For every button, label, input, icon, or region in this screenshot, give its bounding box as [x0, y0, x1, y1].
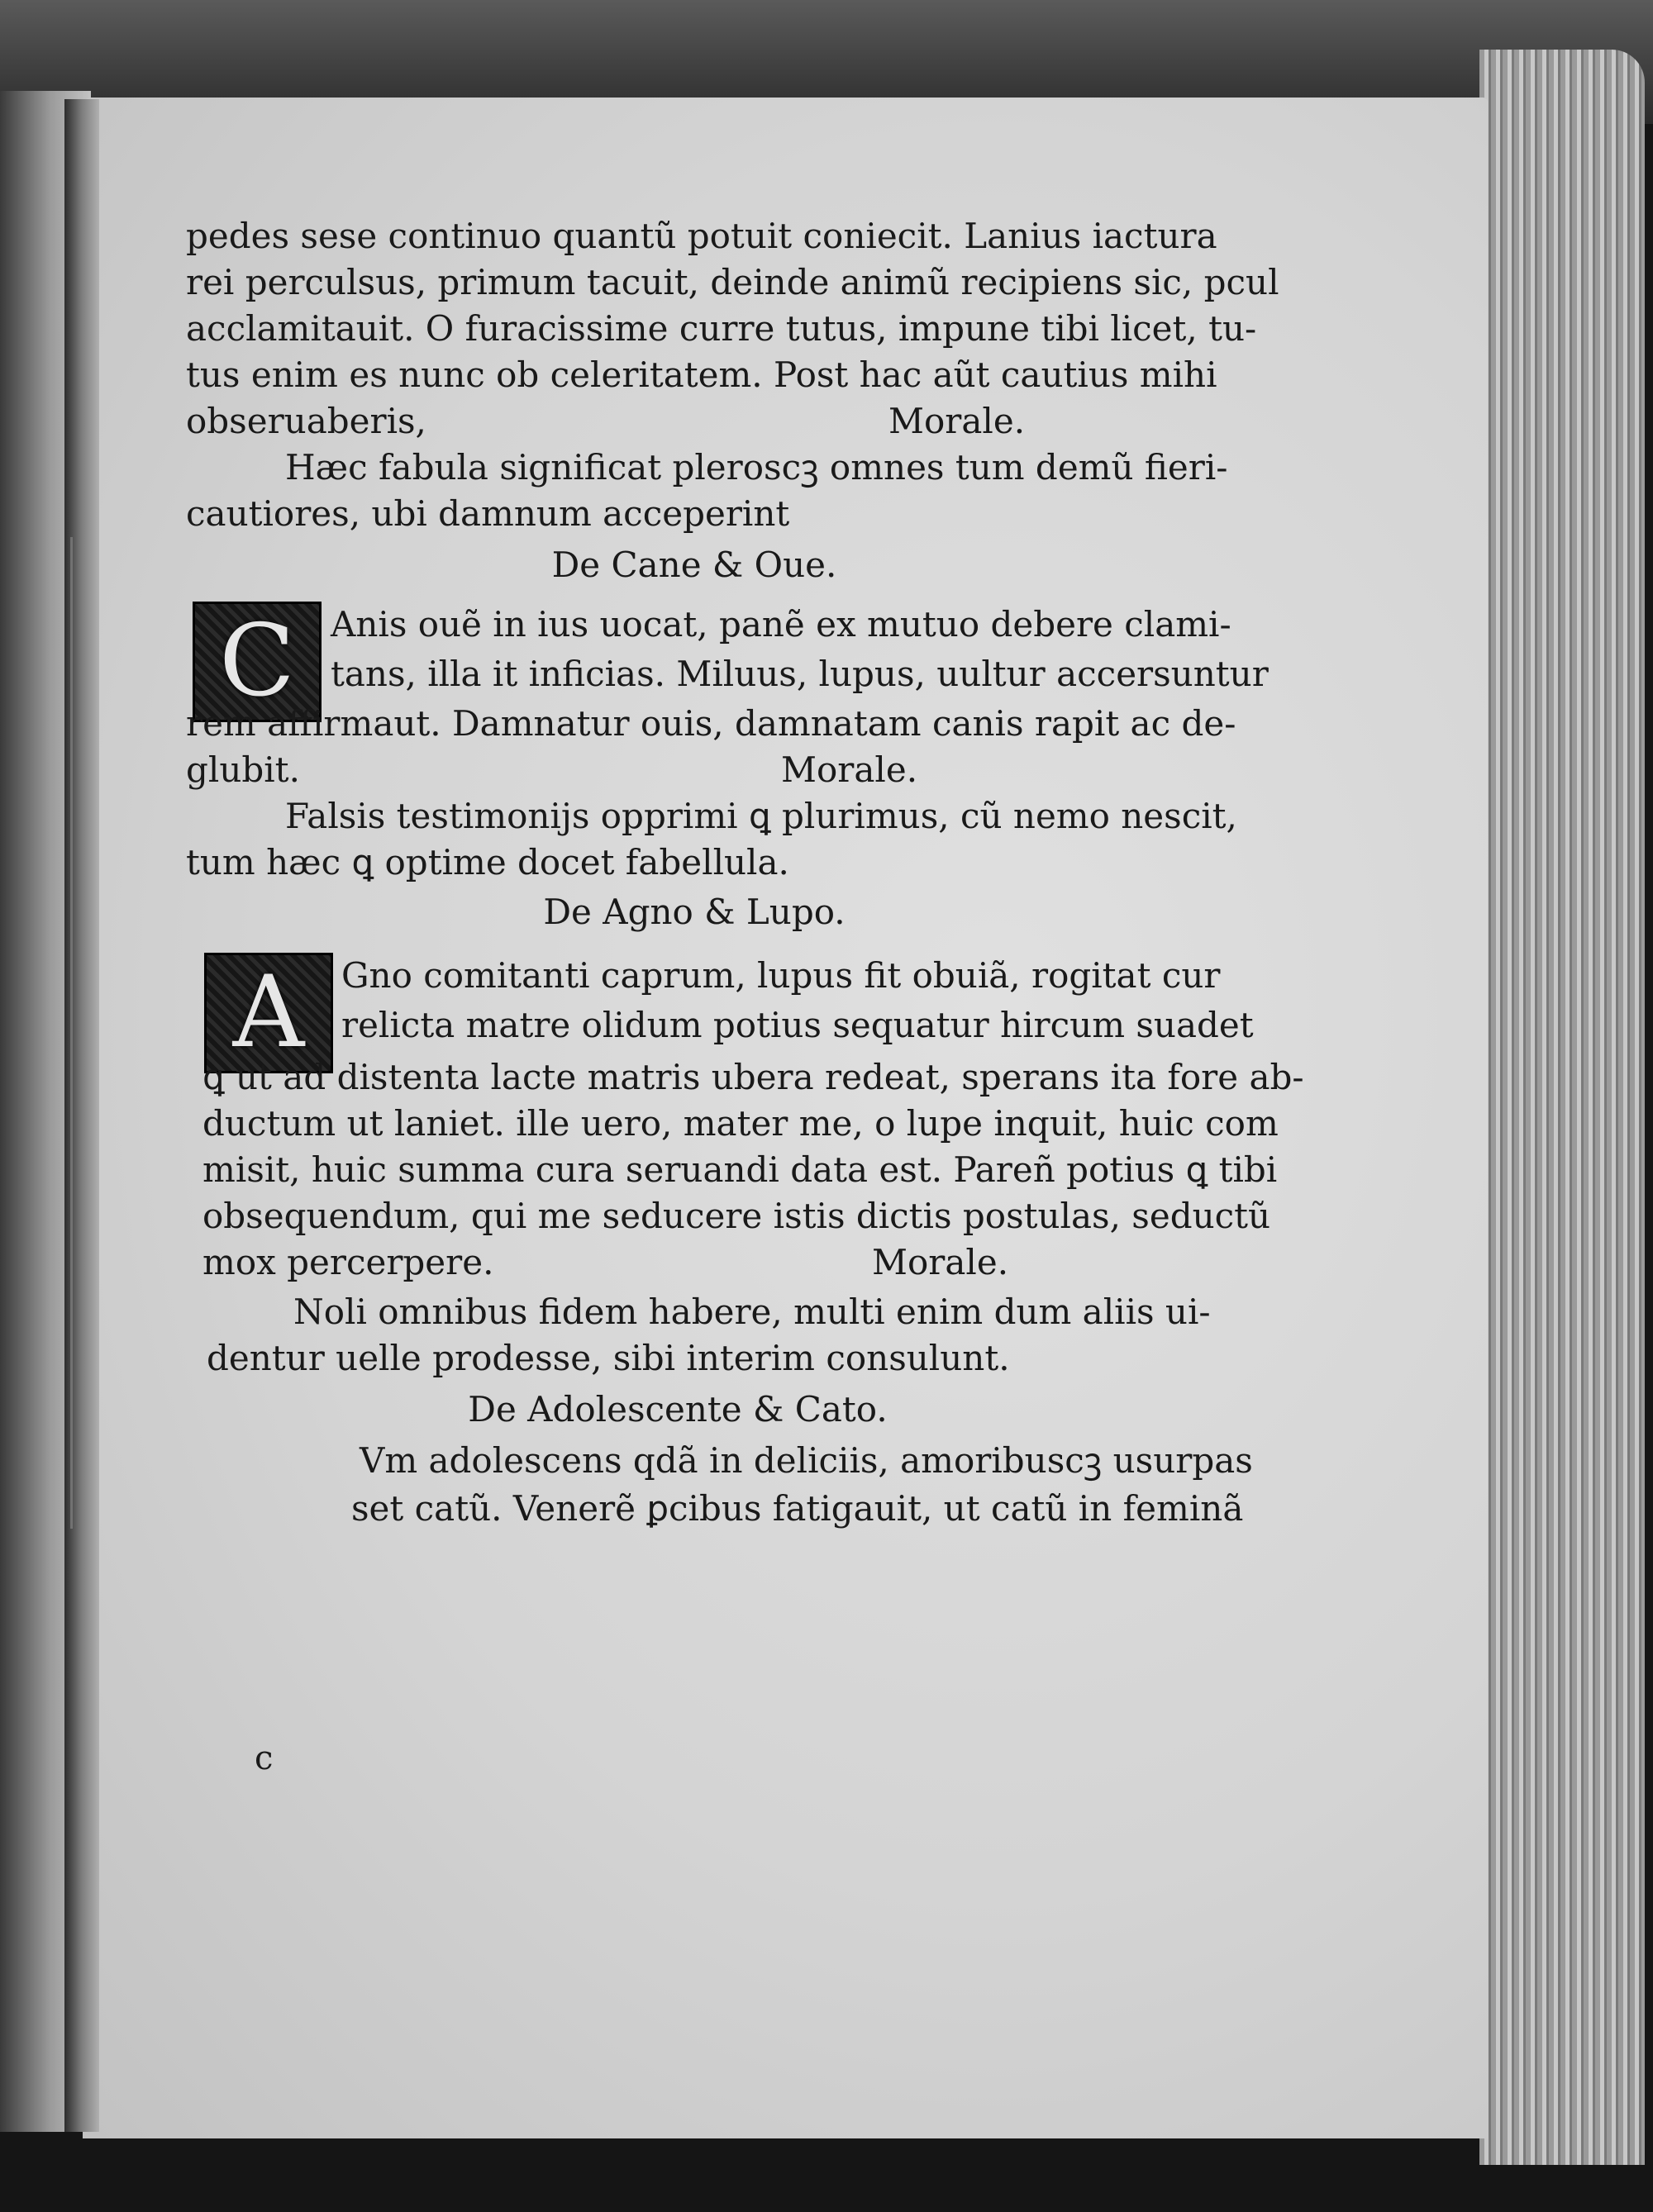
- text-line: ductum ut laniet. ille uero, mater me, o lupe inquit, huic com: [202, 1103, 1279, 1144]
- text-line: Vm adolescens qdã in deliciis, amoribuscꝫ usurpas: [360, 1440, 1253, 1481]
- text-line: Hæc fabula significat pleroscꝫ omnes tum demũ fieri-: [285, 447, 1228, 488]
- page-fore-edges: [1479, 50, 1645, 2165]
- section-heading: De Cane & Oue.: [551, 545, 837, 585]
- text-line: pedes sese continuo quantũ potuit coniecit. Lanius iactura: [186, 216, 1217, 256]
- text-line: tus enim es nunc ob celeritatem. Post hac aũt cautius mihi: [186, 354, 1217, 395]
- text-line: tum hæc ꝗ optime docet fabellula.: [186, 842, 789, 882]
- text-line: Anis ouẽ in ius uocat, panẽ ex mutuo debere clami-: [331, 604, 1231, 645]
- decorated-initial-c: C: [193, 602, 322, 722]
- morale-label: Morale.: [872, 1242, 1009, 1282]
- text-line: rei perculsus, primum tacuit, deinde animũ recipiens sic, pcul: [186, 262, 1279, 302]
- text-line: Noli omnibus fidem habere, multi enim dum aliis ui-: [293, 1292, 1211, 1332]
- text-line: tans, illa it inficias. Miluus, lupus, uultur accersuntur: [331, 654, 1269, 694]
- text-line: Gno comitanti caprum, lupus fit obuiã, rogitat cur: [341, 955, 1221, 996]
- text-line: rem affirmaut. Damnatur ouis, damnatam canis rapit ac de-: [186, 703, 1236, 744]
- text-line: cautiores, ubi damnum acceperint: [186, 493, 790, 534]
- text-line: acclamitauit. O furacissime curre tutus, impune tibi licet, tu-: [186, 308, 1257, 349]
- text-line: glubit.: [186, 749, 300, 790]
- morale-label: Morale.: [781, 749, 918, 790]
- morale-label: Morale.: [888, 401, 1026, 441]
- decorated-initial-a: A: [204, 953, 333, 1073]
- text-line: obseruaberis,: [186, 401, 426, 441]
- text-line: ꝗ ut ad distenta lacte matris ubera redeat, sperans ita fore ab-: [202, 1057, 1304, 1097]
- text-line: set catũ. Venerẽ ꝑcibus fatigauit, ut catũ in feminã: [351, 1488, 1244, 1529]
- text-line: mox percerpere.: [202, 1242, 494, 1282]
- text-line: dentur uelle prodesse, sibi interim consulunt.: [207, 1338, 1010, 1378]
- initial-placeholder-c: c: [255, 1739, 274, 1777]
- text-line: obsequendum, qui me seducere istis dictis postulas, seductũ: [202, 1196, 1271, 1236]
- section-heading: De Adolescente & Cato.: [468, 1389, 888, 1429]
- gutter-stitching: [70, 537, 89, 1529]
- text-line: misit, huic summa cura seruandi data est. Pareñ potius ꝗ tibi: [202, 1149, 1278, 1190]
- text-line: relicta matre olidum potius sequatur hircum suadet: [341, 1005, 1254, 1045]
- text-line: Falsis testimonijs opprimi ꝗ plurimus, cũ nemo nescit,: [285, 796, 1237, 836]
- section-heading: De Agno & Lupo.: [543, 892, 846, 932]
